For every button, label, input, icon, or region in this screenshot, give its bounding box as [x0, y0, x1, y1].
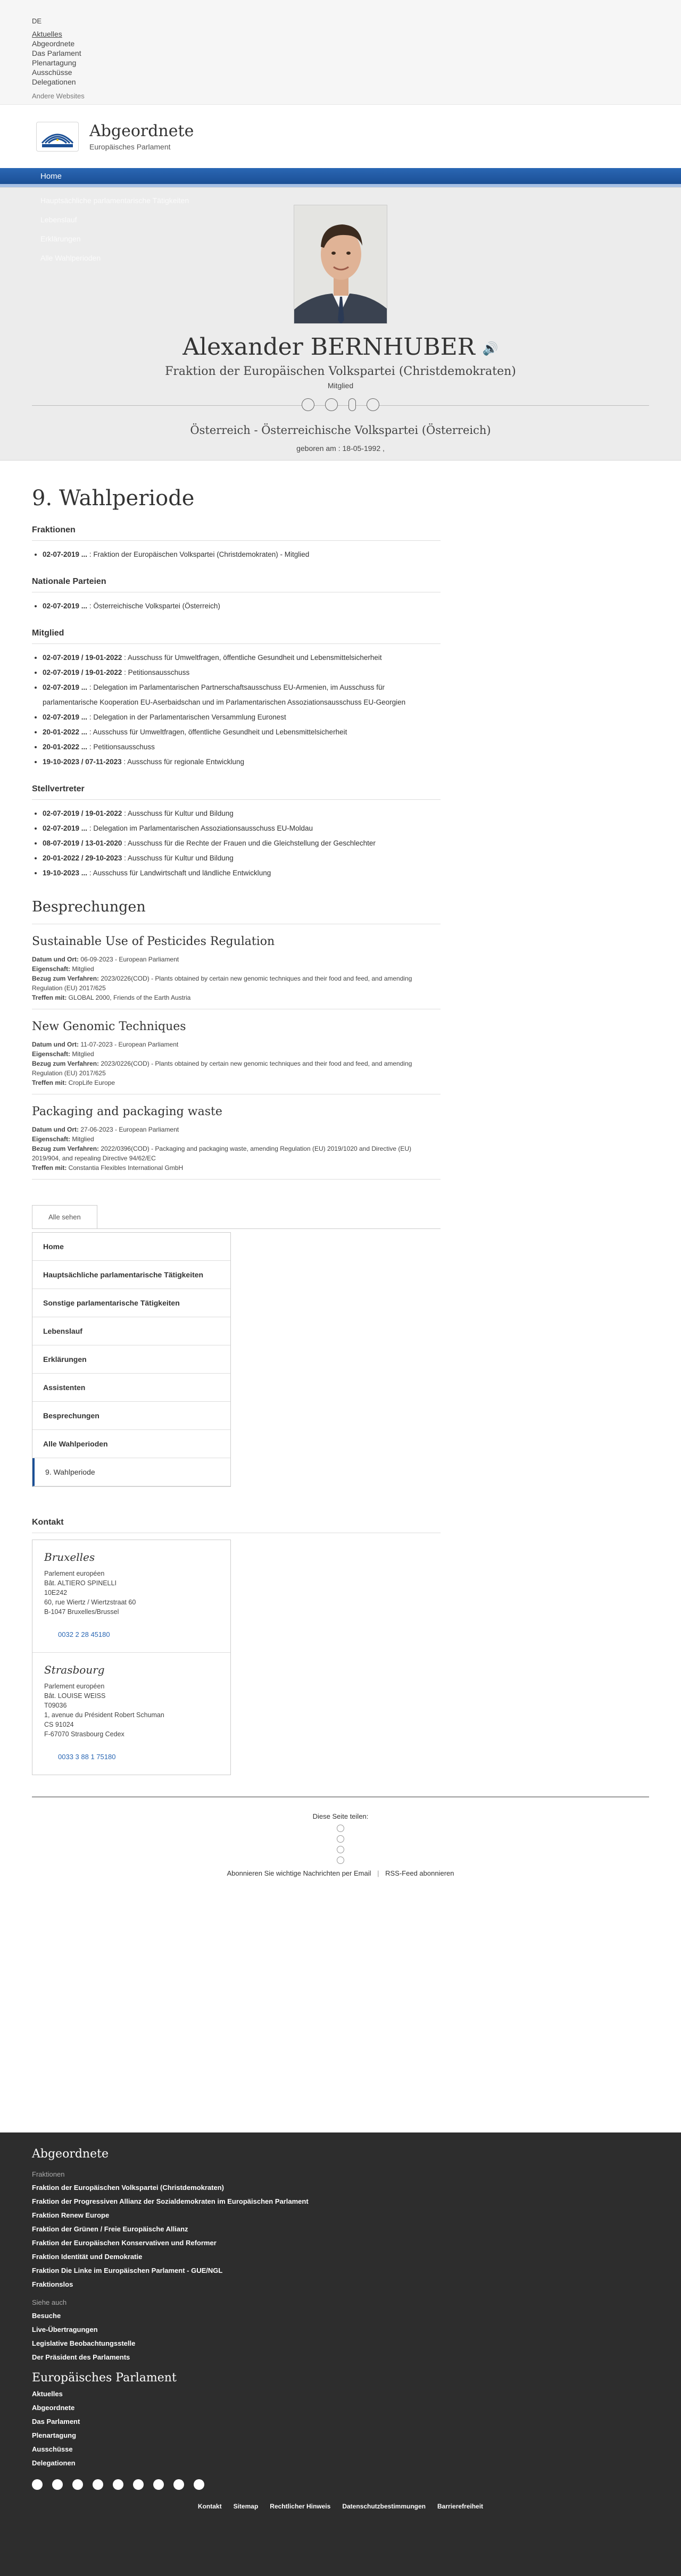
entry-date: 20-01-2022 ... [43, 743, 88, 751]
mep-birth-date: geboren am : 18-05-1992 , [296, 444, 385, 453]
side-menu-item[interactable]: Assistenten [32, 1374, 230, 1402]
footer-group-link[interactable]: Fraktion Die Linke im Europäischen Parlament - GUE/NGL [32, 2266, 223, 2274]
entry-text: : Ausschuss für Landwirtschaft und ländliche Entwicklung [87, 869, 271, 877]
address-line: 60, rue Wiertz / Wiertzstraat 60 [44, 1599, 136, 1606]
email-icon[interactable] [302, 398, 314, 411]
twitter-icon[interactable] [367, 398, 379, 411]
office-phone-link[interactable]: 0032 2 28 45180 [58, 1630, 110, 1638]
entry-item [43, 725, 441, 740]
side-menu-item[interactable]: Home [32, 1233, 230, 1261]
snapchat-icon[interactable] [173, 2479, 184, 2490]
main-navbar [0, 168, 681, 187]
footer-see-also-heading: Siehe auch [32, 2298, 67, 2306]
linkedin-icon[interactable] [93, 2479, 103, 2490]
share-section: Diese Seite teilen: Abonnieren Sie wichtige Nachrichten per Email | RSS-Feed abonnieren [0, 1812, 681, 1877]
entry-text: : Delegation in der Parlamentarischen Versammlung Euronest [87, 713, 286, 721]
contact-offices [32, 1540, 231, 1775]
meeting-procedure [32, 1144, 441, 1163]
facebook-icon[interactable] [32, 2479, 43, 2490]
entry-item [43, 866, 441, 881]
side-menu-item[interactable]: Alle Wahlperioden [32, 1430, 230, 1458]
meeting-procedure-label: Bezug zum Verfahren: [32, 975, 99, 982]
flickr-icon[interactable] [72, 2479, 83, 2490]
footer-bottom-link[interactable]: Datenschutzbestimmungen [342, 2503, 426, 2510]
section-title: Nationale Parteien [32, 577, 441, 592]
contact-title: Kontakt [32, 1518, 441, 1533]
other-websites-link[interactable]: Andere Websites [32, 92, 85, 100]
footer-bottom-link[interactable]: Rechtlicher Hinweis [270, 2503, 331, 2510]
entry-item [43, 599, 441, 614]
meeting-capacity-value: Mitglied [70, 965, 94, 973]
entry-date: 08-07-2019 / 13-01-2020 [43, 839, 122, 847]
meeting-capacity-value: Mitglied [70, 1135, 94, 1143]
facebook-icon[interactable] [348, 398, 356, 411]
meeting-procedure-value: 2022/0396(COD) - Packaging and packaging waste, amending Regulation (EU) 2019/1020 and Directive (EU) 2019/904, and repealing Directive 94/62/EC [32, 1145, 412, 1162]
speaker-icon[interactable]: 🔊 [482, 341, 499, 356]
meetings-title: Besprechungen [32, 899, 441, 924]
entry-item [43, 665, 441, 680]
entry-text: : Ausschuss für regionale Entwicklung [121, 758, 244, 766]
subscribe-email-link[interactable]: Abonnieren Sie wichtige Nachrichten per Email [227, 1869, 371, 1877]
entry-date: 20-01-2022 ... [43, 728, 88, 736]
meeting-date-value: 06-09-2023 - European Parliament [79, 956, 179, 963]
site-subtitle: Europäisches Parlament [89, 143, 171, 151]
meeting-met-label: Treffen mit: [32, 994, 67, 1001]
footer-see-also-link[interactable]: Legislative Beobachtungsstelle [32, 2339, 136, 2347]
entry-item [43, 755, 441, 770]
top-nav-aktuelles[interactable]: Aktuelles [32, 30, 62, 38]
section-title: Mitglied [32, 629, 441, 644]
meeting-met-value: GLOBAL 2000, Friends of the Earth Austria [67, 994, 191, 1001]
ghost-menu-item: Hauptsächliche parlamentarische Tätigkeiten [40, 196, 189, 205]
meeting-date [32, 1040, 441, 1049]
entry-date: 19-10-2023 / 07-11-2023 [43, 758, 122, 766]
entry-item [43, 836, 441, 851]
top-nav-plenartagung[interactable]: Plenartagung [32, 58, 77, 67]
instagram-icon[interactable] [133, 2479, 144, 2490]
footer-ep-link[interactable]: Delegationen [32, 2459, 76, 2467]
footer-see-also-link[interactable]: Der Präsident des Parlaments [32, 2353, 130, 2361]
meeting-date-label: Datum und Ort: [32, 956, 79, 963]
meeting-met [32, 1163, 441, 1173]
address-line: Parlement européen [44, 1683, 105, 1690]
footer-ep-link[interactable]: Plenartagung [32, 2431, 77, 2439]
meeting-procedure-label: Bezug zum Verfahren: [32, 1060, 99, 1067]
address-line: B-1047 Bruxelles/Brussel [44, 1608, 119, 1616]
meeting-title: Packaging and packaging waste [32, 1105, 222, 1118]
address-line: T09036 [44, 1702, 67, 1709]
meeting-procedure [32, 1059, 441, 1078]
entry-date: 02-07-2019 ... [43, 550, 88, 558]
entry-text: : Ausschuss für Kultur und Bildung [122, 809, 234, 817]
footer-bottom-link[interactable]: Barrierefreiheit [437, 2503, 484, 2510]
meeting-capacity-label: Eigenschaft: [32, 1050, 71, 1058]
side-menu-current-term[interactable]: 9. Wahlperiode [32, 1458, 230, 1486]
meeting-met-label: Treffen mit: [32, 1164, 67, 1172]
entry-item [43, 806, 441, 821]
see-all-button[interactable]: Alle sehen [32, 1205, 97, 1228]
meeting-date [32, 1125, 441, 1134]
entry-item [43, 650, 441, 665]
footer-group-link[interactable]: Fraktion Identität und Demokratie [32, 2253, 143, 2261]
entry-date: 02-07-2019 / 19-01-2022 [43, 654, 122, 662]
address-line: F-67070 Strasbourg Cedex [44, 1730, 124, 1738]
entry-date: 02-07-2019 ... [43, 824, 88, 832]
footer-see-also-link[interactable]: Live-Übertragungen [32, 2326, 98, 2334]
pinterest-icon[interactable] [153, 2479, 164, 2490]
footer-bottom-links [32, 2503, 649, 2510]
footer-ep-link[interactable]: Ausschüsse [32, 2445, 73, 2453]
top-nav-delegationen[interactable]: Delegationen [32, 78, 76, 86]
entry-date: 02-07-2019 ... [43, 602, 88, 610]
entry-item [43, 547, 441, 562]
meeting-title: New Genomic Techniques [32, 1020, 186, 1033]
address-line: Bât. LOUISE WEISS [44, 1692, 106, 1700]
footer-ep-link[interactable]: Aktuelles [32, 2390, 63, 2398]
meeting-capacity-label: Eigenschaft: [32, 1135, 71, 1143]
mep-name: Alexander BERNHUBER [182, 333, 475, 361]
entry-text: : Österreichische Volkspartei (Österreich) [87, 602, 220, 610]
footer-ep-link[interactable]: Abgeordnete [32, 2404, 75, 2412]
entry-date: 02-07-2019 / 19-01-2022 [43, 809, 122, 817]
entry-text: : Ausschuss für die Rechte der Frauen und die Gleichstellung der Geschlechter [122, 839, 376, 847]
meeting-date [32, 955, 441, 964]
hidden-dropdown-menu [40, 191, 189, 267]
footer-ep-link[interactable]: Das Parlament [32, 2418, 80, 2426]
office-address [44, 1682, 219, 1739]
mep-profile-header [0, 187, 681, 461]
mep-side-menu [32, 1232, 231, 1487]
top-nav-abgeordnete[interactable]: Abgeordnete [32, 39, 75, 48]
term-sections [32, 525, 441, 881]
entry-text: : Ausschuss für Umweltfragen, öffentliche Gesundheit und Lebensmittelsicherheit [122, 654, 382, 662]
rss-feed-link[interactable]: RSS-Feed abonnieren [385, 1869, 454, 1877]
meeting-met [32, 993, 441, 1002]
contact-office [32, 1540, 230, 1653]
main-content [0, 486, 472, 1775]
meeting-met-value: Constantia Flexibles International GmbH [67, 1164, 184, 1172]
footer-title: Abgeordnete [32, 2147, 109, 2161]
address-line: Parlement européen [44, 1570, 105, 1577]
meeting-procedure-value: 2023/0226(COD) - Plants obtained by certain new genomic techniques and their food and feed, and amending Regulation (EU) 2017/625 [32, 1060, 412, 1077]
site-title[interactable]: Abgeordnete [89, 122, 194, 140]
footer-social-icons [32, 2479, 649, 2490]
share-email-icon[interactable] [337, 1856, 344, 1864]
footer-bottom-link[interactable]: Sitemap [233, 2503, 259, 2510]
meeting-date-label: Datum und Ort: [32, 1041, 79, 1048]
entry-date: 02-07-2019 ... [43, 683, 88, 691]
ghost-menu-item: Alle Wahlperioden [40, 254, 101, 262]
entry-text: : Petitionsausschuss [87, 743, 155, 751]
twitter-icon[interactable] [52, 2479, 63, 2490]
address-line: 1, avenue du Président Robert Schuman [44, 1711, 164, 1719]
meeting-met-value: CropLife Europe [67, 1079, 115, 1086]
ghost-menu-item: Lebenslauf [40, 215, 77, 224]
section-title: Stellvertreter [32, 784, 441, 800]
meeting-procedure-value: 2023/0226(COD) - Plants obtained by certain new genomic techniques and their food and feed, and amending Regulation (EU) 2017/625 [32, 975, 412, 992]
meeting-capacity [32, 1049, 441, 1059]
side-menu-item[interactable]: Erklärungen [32, 1345, 230, 1374]
meeting-procedure [32, 974, 441, 993]
entry-item [43, 740, 441, 755]
meeting-date-value: 11-07-2023 - European Parliament [79, 1041, 179, 1048]
section-entries [32, 806, 441, 881]
mep-political-group: Fraktion der Europäischen Volkspartei (Christdemokraten) [165, 365, 516, 378]
section-entries [32, 599, 441, 614]
mep-country-party: Österreich - Österreichische Volkspartei (Österreich) [190, 424, 491, 437]
footer-group-link[interactable]: Fraktionslos [32, 2280, 73, 2288]
share-twitter-icon[interactable] [337, 1835, 344, 1843]
meeting-capacity-value: Mitglied [70, 1050, 94, 1058]
nav-home-link[interactable]: Home [40, 171, 62, 181]
entry-item [43, 851, 441, 866]
office-phone-link[interactable]: 0033 3 88 1 75180 [58, 1753, 116, 1761]
share-facebook-icon[interactable] [337, 1825, 344, 1832]
meetings-list [32, 924, 441, 1180]
footer-group-link[interactable]: Fraktion der Grünen / Freie Europäische Allianz [32, 2225, 188, 2233]
youtube-icon[interactable] [113, 2479, 123, 2490]
top-nav-ausschuesse[interactable]: Ausschüsse [32, 68, 72, 77]
share-linkedin-icon[interactable] [337, 1846, 344, 1853]
entry-text: : Delegation im Parlamentarischen Assoziationsausschuss EU-Moldau [87, 824, 313, 832]
meeting-item [32, 1009, 441, 1094]
meeting-procedure-label: Bezug zum Verfahren: [32, 1145, 99, 1152]
ep-logo-icon[interactable] [36, 122, 79, 152]
entry-item [43, 680, 441, 710]
address-line: CS 91024 [44, 1721, 74, 1728]
entry-text: : Ausschuss für Umweltfragen, öffentliche Gesundheit und Lebensmittelsicherheit [87, 728, 347, 736]
term-title: 9. Wahlperiode [32, 486, 195, 511]
meeting-title: Sustainable Use of Pesticides Regulation [32, 935, 275, 948]
entry-text: : Ausschuss für Kultur und Bildung [122, 854, 234, 862]
side-menu-item[interactable]: Hauptsächliche parlamentarische Tätigkeiten [32, 1261, 230, 1289]
meeting-date-label: Datum und Ort: [32, 1126, 79, 1133]
site-footer [0, 2132, 681, 2576]
meeting-capacity [32, 1134, 441, 1144]
entry-date: 20-01-2022 / 29-10-2023 [43, 854, 122, 862]
meeting-met [32, 1078, 441, 1088]
meeting-item [32, 1094, 441, 1180]
meeting-item [32, 924, 441, 1009]
side-menu-item[interactable]: Sonstige parlamentarische Tätigkeiten [32, 1289, 230, 1317]
section-title: Fraktionen [32, 525, 441, 541]
footer-see-also-link[interactable]: Besuche [32, 2312, 61, 2320]
mep-role: Mitglied [327, 381, 354, 390]
footer-bottom-link[interactable]: Kontakt [197, 2503, 222, 2510]
footer-group-link[interactable]: Fraktion der Progressiven Allianz der Sozialdemokraten im Europäischen Parlament [32, 2197, 309, 2205]
address-line: Bât. ALTIERO SPINELLI [44, 1579, 117, 1587]
site-header [0, 104, 681, 168]
entry-item [43, 821, 441, 836]
entry-text: : Delegation im Parlamentarischen Partnerschaftsausschuss EU-Armenien, im Ausschuss für parlamentarische Kooperation EU-Aserbaidschan und im Parlamentarischen Assoziationsausschuss EU-Georgien [43, 683, 406, 706]
office-address [44, 1569, 219, 1617]
footer-group-link[interactable]: Fraktion der Europäischen Volkspartei (Christdemokraten) [32, 2184, 224, 2192]
footer-group-link[interactable]: Fraktion der Europäischen Konservativen und Reformer [32, 2239, 217, 2247]
reddit-icon[interactable] [194, 2479, 204, 2490]
entry-text: : Petitionsausschuss [122, 668, 190, 676]
top-nav [32, 29, 649, 87]
entry-date: 02-07-2019 ... [43, 713, 88, 721]
meeting-capacity-label: Eigenschaft: [32, 965, 71, 973]
ghost-menu-item: Erklärungen [40, 235, 81, 243]
entry-date: 02-07-2019 / 19-01-2022 [43, 668, 122, 676]
share-label: Diese Seite teilen: [312, 1812, 369, 1820]
meeting-date-value: 27-06-2023 - European Parliament [79, 1126, 179, 1133]
office-city: Strasbourg [44, 1663, 105, 1676]
entry-date: 19-10-2023 ... [43, 869, 88, 877]
social-divider [32, 398, 649, 412]
footer-group-link[interactable]: Fraktion Renew Europe [32, 2211, 110, 2219]
address-line: 10E242 [44, 1589, 68, 1596]
top-nav-parlament[interactable]: Das Parlament [32, 49, 81, 57]
entry-item [43, 710, 441, 725]
top-bar [0, 0, 681, 104]
section-entries [32, 650, 441, 770]
meeting-capacity [32, 964, 441, 974]
footer-groups-heading: Fraktionen [32, 2170, 65, 2178]
language-selector[interactable]: DE [32, 17, 42, 25]
side-menu-item[interactable]: Lebenslauf [32, 1317, 230, 1345]
office-city: Bruxelles [44, 1551, 95, 1563]
section-entries [32, 547, 441, 562]
meeting-met-label: Treffen mit: [32, 1079, 67, 1086]
mep-photo [294, 205, 387, 324]
website-icon[interactable] [325, 398, 338, 411]
contact-office [32, 1653, 230, 1775]
footer-ep-title: Europäisches Parlament [32, 2371, 177, 2385]
side-menu-item[interactable]: Besprechungen [32, 1402, 230, 1430]
entry-text: : Fraktion der Europäischen Volkspartei (Christdemokraten) - Mitglied [87, 550, 310, 558]
